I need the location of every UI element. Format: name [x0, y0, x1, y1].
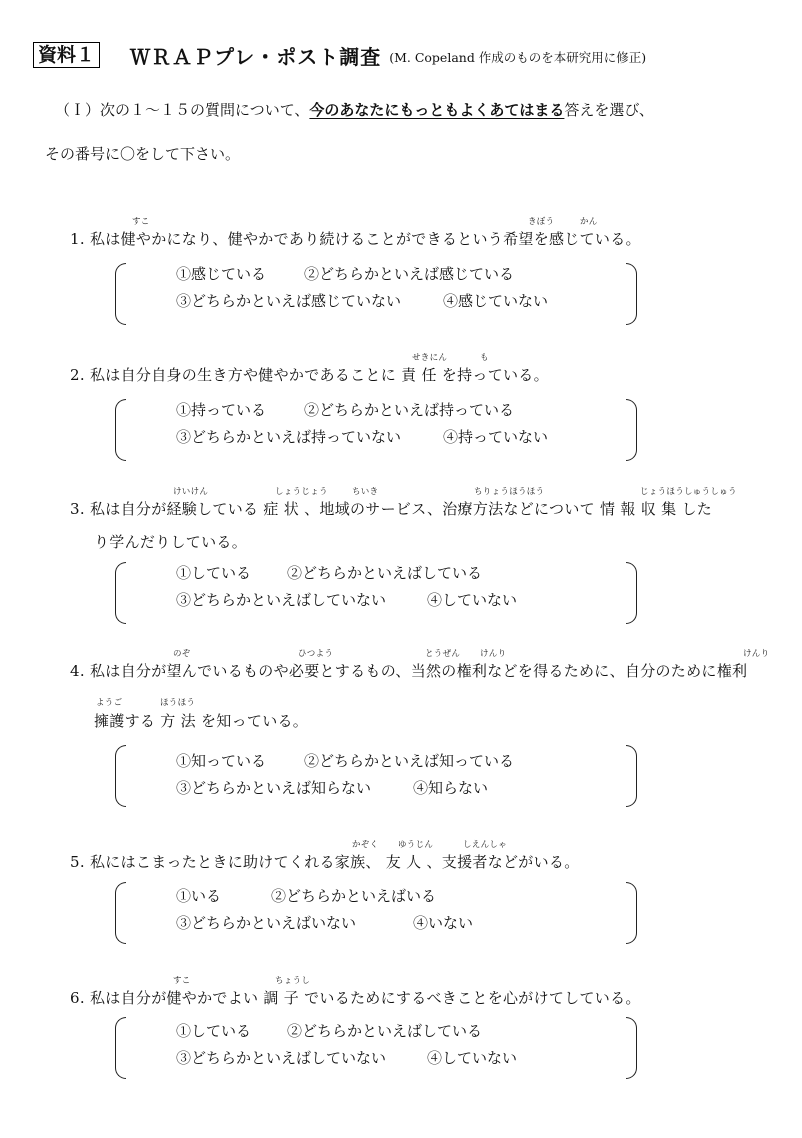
instruction-emphasis: 今のあなたにもっともよくあてはまる [309, 101, 565, 119]
bracket-left [115, 399, 126, 461]
choice-option-2[interactable]: ②どちらかといえばいる [271, 887, 437, 905]
question-4 [70, 649, 770, 731]
ruby-text: ひつよう [298, 649, 334, 659]
instruction-line-2: その番号に〇をして下さい。 [45, 145, 241, 163]
ruby-text: ちいき [352, 487, 379, 497]
question-number: 2. [70, 366, 85, 384]
bracket-left [115, 745, 126, 807]
choice-option-1[interactable]: ①している [176, 1022, 252, 1040]
choice-group-2 [115, 399, 637, 461]
choice-group-3 [115, 562, 637, 624]
instruction-line-1 [55, 99, 654, 120]
question-2 [70, 353, 549, 385]
ruby-text: けんり [743, 649, 770, 659]
question-5 [70, 840, 580, 872]
ruby-text: しょうじょう [275, 487, 328, 497]
ruby-text: のぞ [173, 649, 191, 659]
ruby-text: すこ [132, 217, 150, 227]
choice-option-1[interactable]: ①感じている [176, 265, 267, 283]
choice-option-4[interactable]: ④知らない [413, 779, 489, 797]
ruby-text: ちりょうほうほう [474, 487, 545, 497]
question-text: 私は自分が望んでいるものや必要とするもの、当然の権利などを得るために、自分のために権利 [90, 662, 748, 680]
choice-option-3[interactable]: ③どちらかといえばしていない [176, 591, 387, 609]
choice-option-3[interactable]: ③どちらかといえば持っていない [176, 428, 402, 446]
question-6 [70, 976, 641, 1008]
question-text-continued: 擁護する 方 法 を知っている。 [94, 712, 309, 730]
question-text-continued: り学んだりしている。 [94, 533, 248, 551]
choice-option-1[interactable]: ①知っている [176, 752, 267, 770]
choice-option-1[interactable]: ①している [176, 564, 252, 582]
bracket-right [626, 263, 637, 325]
ruby-text: とうぜん [425, 649, 461, 659]
choice-option-2[interactable]: ②どちらかといえば知っている [304, 752, 515, 770]
document-title: ＷＲＡＰプレ・ポスト調査 [130, 44, 382, 69]
ruby-text: かん [580, 217, 598, 227]
ruby-text: ちょうし [275, 976, 311, 986]
choice-option-2[interactable]: ②どちらかといえばしている [287, 1022, 483, 1040]
question-text: 私は健やかになり、健やかであり続けることができるという希望を感じている。 [90, 230, 641, 248]
ruby-text: しえんしゃ [463, 840, 508, 850]
bracket-right [626, 1017, 637, 1079]
question-text: 私にはこまったときに助けてくれる家族、 友 人 、支援者などがいる。 [90, 853, 580, 871]
bracket-right [626, 562, 637, 624]
question-number: 5. [70, 853, 85, 871]
ruby-text: きぼう [528, 217, 555, 227]
bracket-right [626, 745, 637, 807]
bracket-left [115, 882, 126, 944]
instruction-text-end: 答えを選び、 [564, 101, 654, 119]
question-text: 私は自分が経験している 症 状 、地域のサービス、治療方法などについて 情 報 収 集 した [90, 500, 713, 518]
choice-option-4[interactable]: ④いない [413, 914, 474, 932]
ruby-text: ようご [96, 698, 123, 708]
instruction-text: （Ｉ）次の１～１５の質問について、 [55, 101, 310, 119]
bracket-left [115, 562, 126, 624]
ruby-text: けいけん [173, 487, 209, 497]
bracket-left [115, 1017, 126, 1079]
question-number: 4. [70, 662, 85, 680]
ruby-text: かぞく [352, 840, 379, 850]
question-number: 6. [70, 989, 85, 1007]
choice-option-2[interactable]: ②どちらかといえば持っている [304, 401, 515, 419]
choice-option-4[interactable]: ④持っていない [443, 428, 549, 446]
document-header [33, 40, 646, 70]
choice-option-4[interactable]: ④していない [427, 1049, 518, 1067]
ruby-text: も [480, 353, 489, 363]
choice-option-3[interactable]: ③どちらかといえばいない [176, 914, 357, 932]
question-3 [70, 487, 737, 552]
choice-option-3[interactable]: ③どちらかといえばしていない [176, 1049, 387, 1067]
choice-option-3[interactable]: ③どちらかといえば知らない [176, 779, 372, 797]
ruby-text: けんり [480, 649, 507, 659]
ruby-text: すこ [173, 976, 191, 986]
document-source-note: (M. Copeland 作成のものを本研究用に修正) [389, 50, 647, 65]
bracket-right [626, 882, 637, 944]
choice-group-5 [115, 882, 637, 944]
question-number: 1. [70, 230, 85, 248]
ruby-text: ほうほう [160, 698, 196, 708]
question-text: 私は自分自身の生き方や健やかであることに 責 任 を持っている。 [90, 366, 549, 384]
choice-option-3[interactable]: ③どちらかといえば感じていない [176, 292, 402, 310]
bracket-left [115, 263, 126, 325]
ruby-text: じょうほうしゅうしゅう [640, 487, 737, 497]
document-label: 資料１ [33, 42, 100, 68]
bracket-right [626, 399, 637, 461]
question-text: 私は自分が健やかでよい 調 子 でいるためにするべきことを心がけてしている。 [90, 989, 641, 1007]
ruby-text: せきにん [412, 353, 448, 363]
choice-option-4[interactable]: ④していない [427, 591, 518, 609]
choice-group-4 [115, 745, 637, 807]
question-1 [70, 217, 641, 249]
choice-group-6 [115, 1017, 637, 1079]
choice-option-2[interactable]: ②どちらかといえばしている [287, 564, 483, 582]
choice-option-2[interactable]: ②どちらかといえば感じている [304, 265, 515, 283]
choice-group-1 [115, 263, 637, 325]
ruby-text: ゆうじん [398, 840, 434, 850]
choice-option-1[interactable]: ①いる [176, 887, 222, 905]
question-number: 3. [70, 500, 85, 518]
choice-option-1[interactable]: ①持っている [176, 401, 267, 419]
choice-option-4[interactable]: ④感じていない [443, 292, 549, 310]
